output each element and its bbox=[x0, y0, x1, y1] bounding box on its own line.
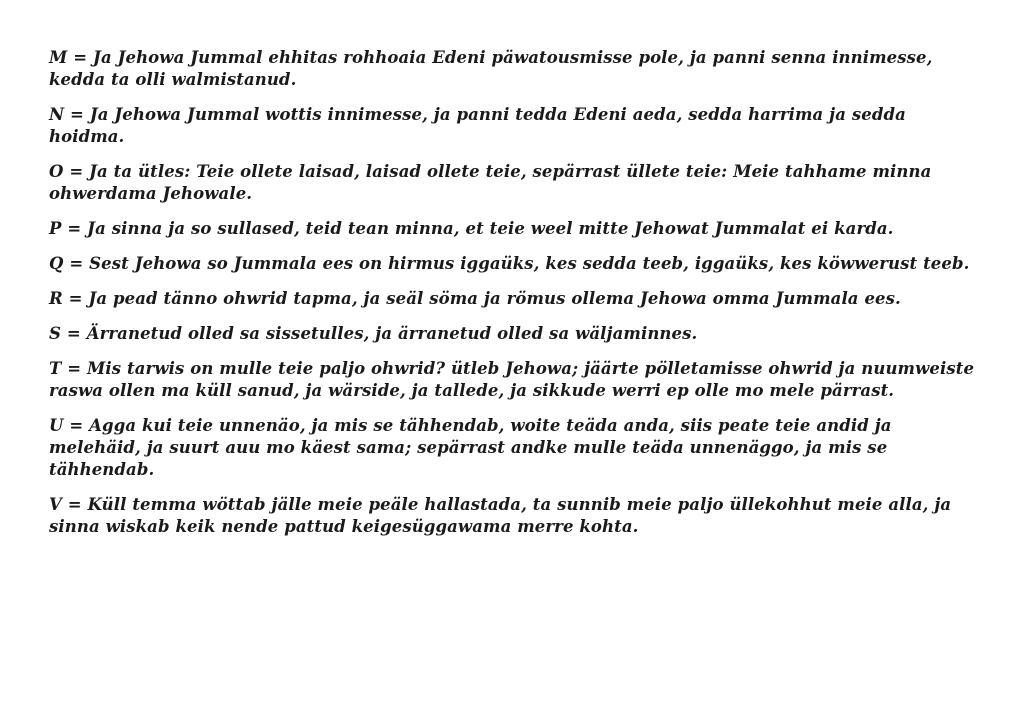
entry-text: Ja ta ütles: Teie ollete laisad, laisad ollete teie, sepärrast üllete teie: Meie tahhame minna ohwerdama Jehowale. bbox=[49, 162, 932, 203]
entry-separator: = bbox=[67, 359, 82, 378]
entry-separator: = bbox=[66, 324, 81, 343]
entry-separator: = bbox=[68, 289, 83, 308]
entry-separator: = bbox=[67, 495, 82, 514]
entry-letter: V bbox=[49, 495, 62, 514]
entry-o bbox=[49, 161, 979, 205]
entry-text: Agga kui teie unnenäo, ja mis se tähhendab, woite teäda anda, siis peate teie andid ja melehäid, ja suurt auu mo käest sama; sepärrast andke mulle teäda unnenäggo, ja mis se tähhendab. bbox=[49, 416, 892, 479]
entry-q bbox=[49, 253, 979, 275]
entry-u bbox=[49, 415, 979, 481]
entry-letter: S bbox=[49, 324, 62, 343]
entry-text: Sest Jehowa so Jummala ees on hirmus iggaüks, kes sedda teeb, iggaüks, kes köwwerust teeb. bbox=[89, 254, 970, 273]
entry-n bbox=[49, 104, 979, 148]
entry-letter: M bbox=[49, 48, 68, 67]
entry-letter: N bbox=[49, 105, 65, 124]
entry-letter: O bbox=[49, 162, 64, 181]
entry-text: Ja Jehowa Jummal wottis innimesse, ja panni tedda Edeni aeda, sedda harrima ja sedda hoidma. bbox=[49, 105, 906, 146]
entry-t bbox=[49, 358, 979, 402]
document-page bbox=[49, 47, 979, 551]
entry-letter: T bbox=[49, 359, 62, 378]
entry-letter: Q bbox=[49, 254, 64, 273]
entry-v bbox=[49, 494, 979, 538]
entry-letter: P bbox=[49, 219, 62, 238]
entry-s bbox=[49, 323, 979, 345]
entry-text: Ärranetud olled sa sissetulles, ja ärranetud olled sa wäljaminnes. bbox=[86, 324, 698, 343]
entry-text: Mis tarwis on mulle teie paljo ohwrid? ütleb Jehowa; jäärte pölletamisse ohwrid ja nuumweiste raswa ollen ma küll sanud, ja wärside, ja tallede, ja sikkude werri ep olle mo mele pärrast. bbox=[49, 359, 975, 400]
entry-text: Küll temma wöttab jälle meie peäle hallastada, ta sunnib meie paljo üllekohhut meie alla, ja sinna wiskab keik nende pattud keigesüggawama merre kohta. bbox=[49, 495, 952, 536]
entry-separator: = bbox=[73, 48, 88, 67]
entry-r bbox=[49, 288, 979, 310]
entry-separator: = bbox=[69, 416, 84, 435]
entry-letter: U bbox=[49, 416, 64, 435]
entry-text: Ja sinna ja so sullased, teid tean minna, et teie weel mitte Jehowat Jummalat ei karda. bbox=[87, 219, 894, 238]
entry-separator: = bbox=[70, 105, 84, 124]
entry-p bbox=[49, 218, 979, 240]
entry-separator: = bbox=[69, 254, 84, 273]
entry-letter: R bbox=[49, 289, 63, 308]
entry-text: Ja Jehowa Jummal ehhitas rohhoaia Edeni päwatousmisse pole, ja panni senna innimesse, kedda ta olli walmistanud. bbox=[49, 48, 933, 89]
entry-separator: = bbox=[69, 162, 84, 181]
entry-separator: = bbox=[67, 219, 82, 238]
entry-text: Ja pead tänno ohwrid tapma, ja seäl söma ja römus ollema Jehowa omma Jummala ees. bbox=[88, 289, 901, 308]
entry-m bbox=[49, 47, 979, 91]
